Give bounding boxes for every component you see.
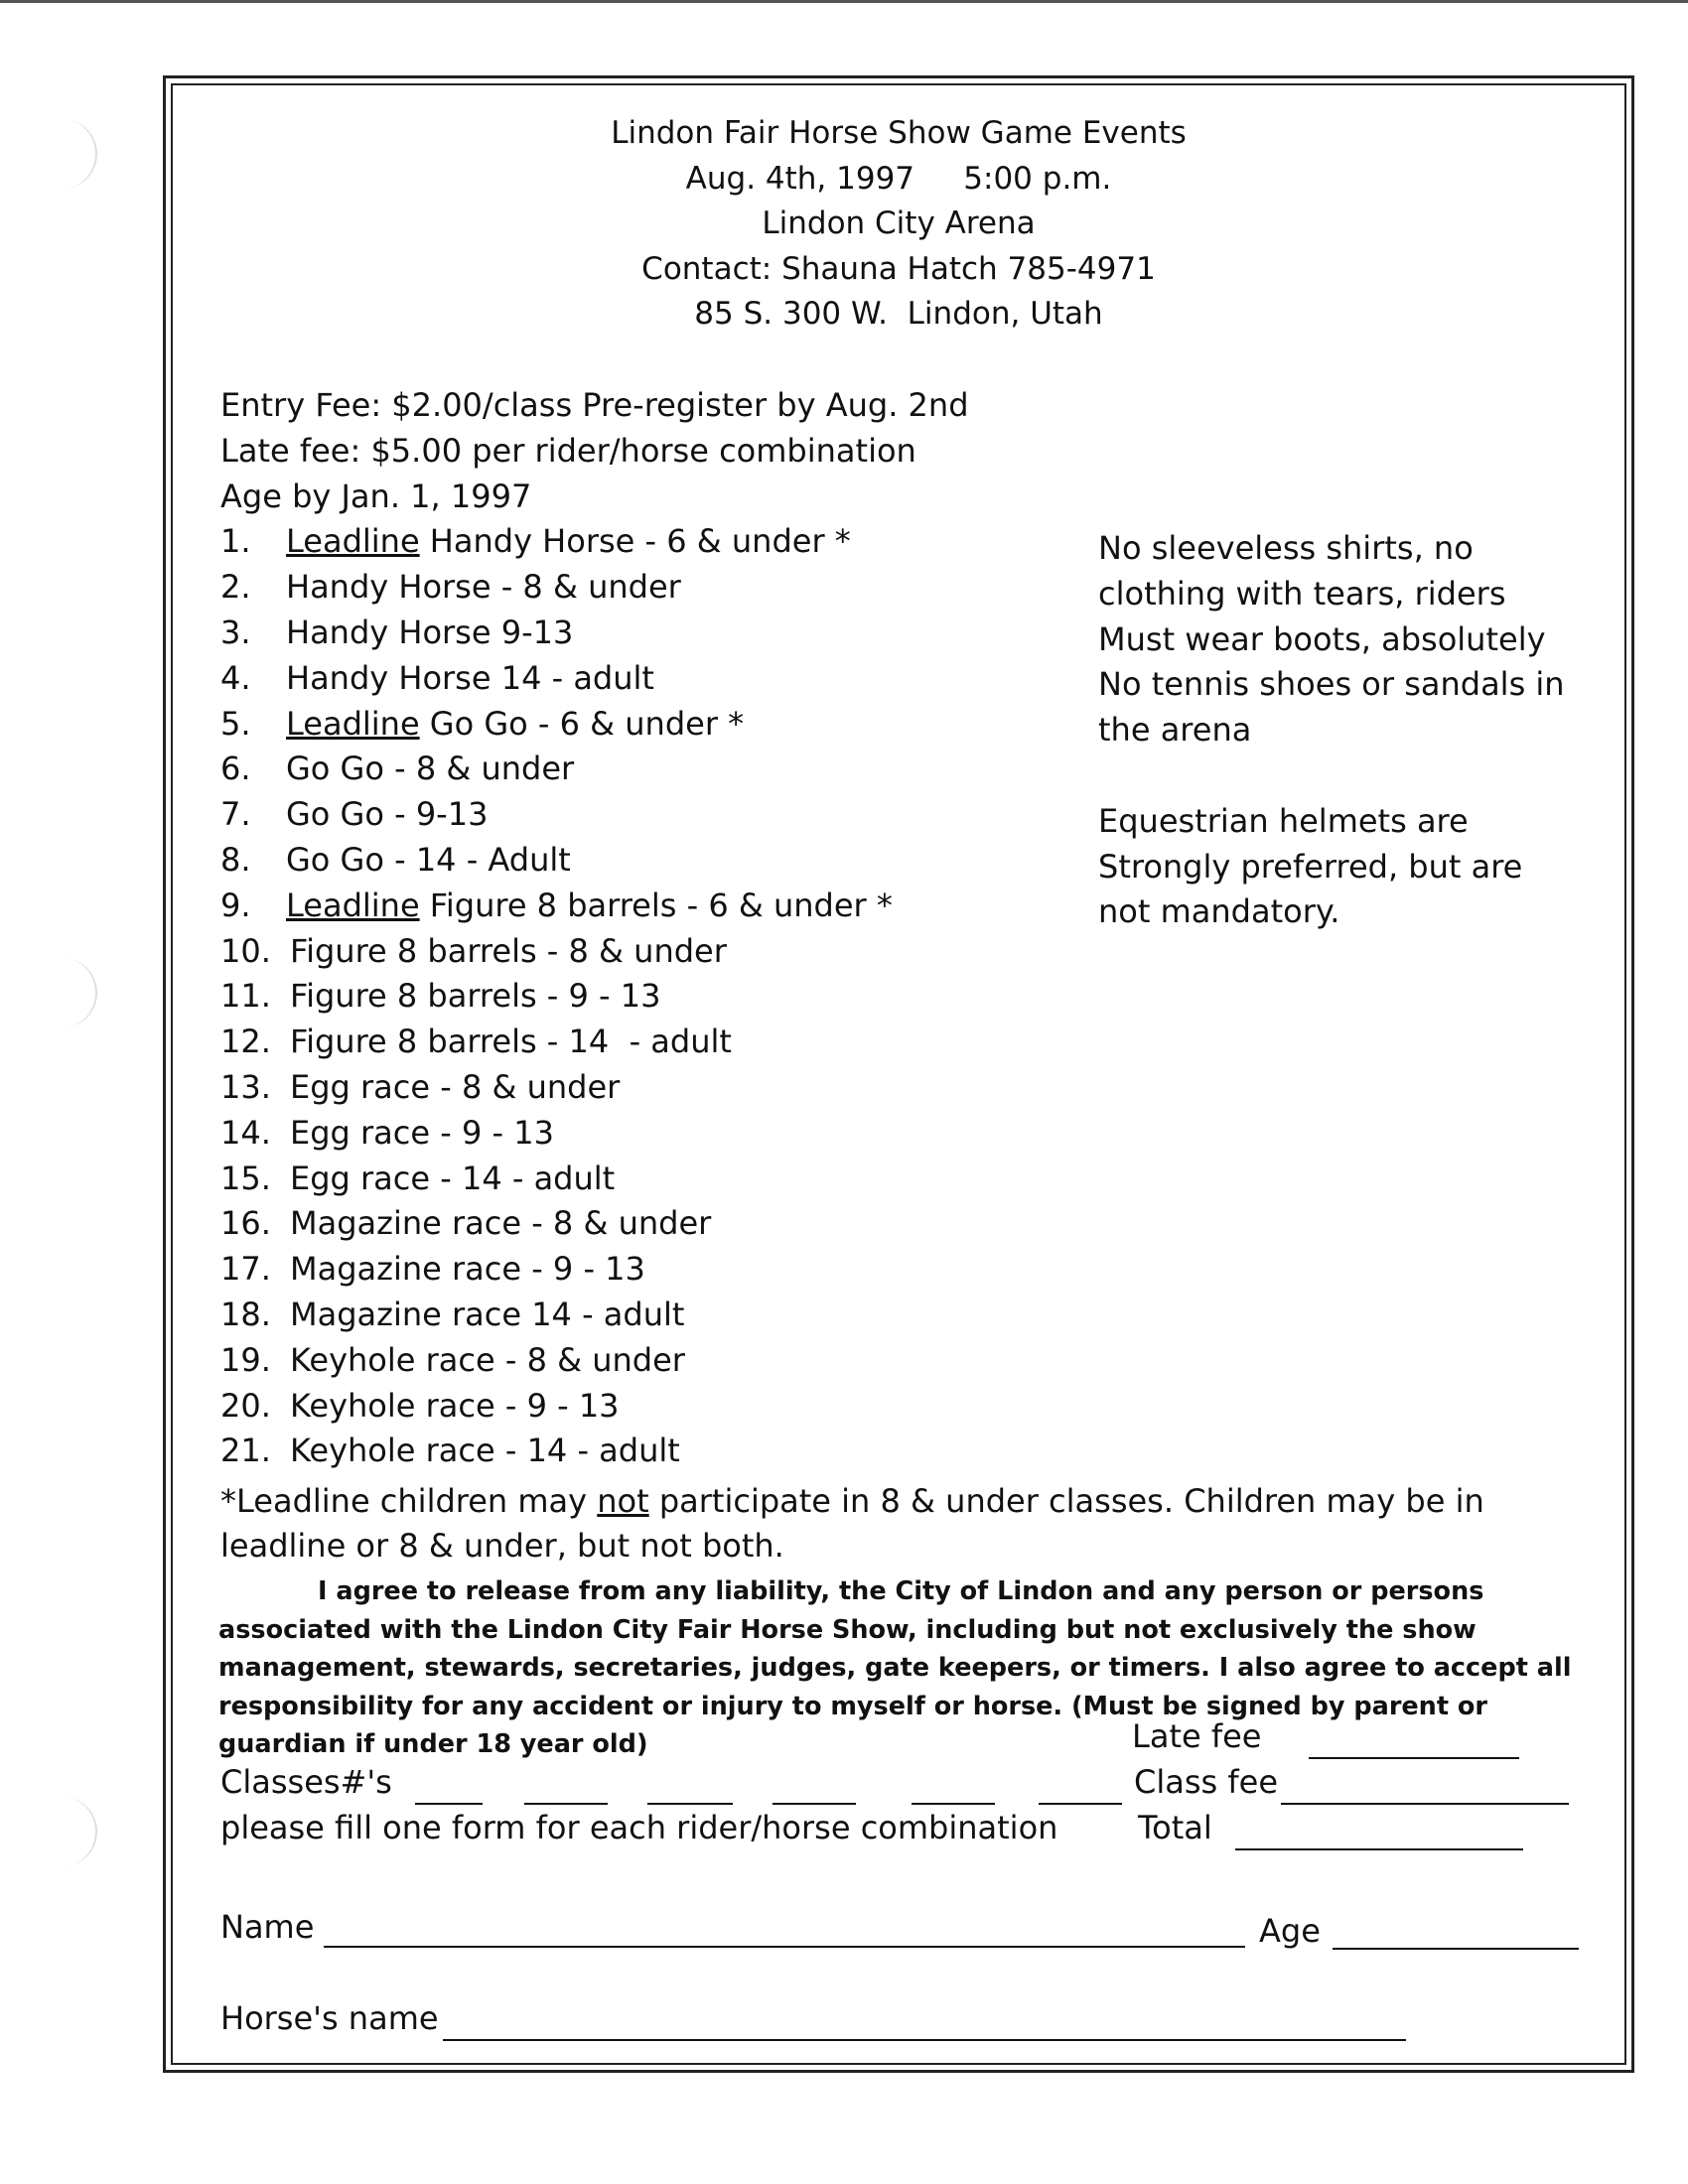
- class-number: 7.: [220, 795, 251, 834]
- leadline-label: Leadline: [286, 886, 420, 924]
- class-number-field[interactable]: [415, 1803, 483, 1805]
- class-number: 10.: [220, 931, 271, 970]
- class-item: [220, 1429, 969, 1474]
- age-rule: Age by Jan. 1, 1997: [220, 477, 532, 515]
- class-fee-label: Class fee: [1134, 1763, 1278, 1801]
- class-item: [220, 884, 969, 929]
- classes-label: Classes#'s: [220, 1763, 392, 1801]
- hole-punch-mark: [60, 119, 97, 189]
- rule-line: No sleeveless shirts, no: [1098, 529, 1474, 567]
- class-number-field[interactable]: [773, 1803, 856, 1805]
- class-name: Magazine race - 9 - 13: [290, 1250, 645, 1289]
- class-item: [220, 1247, 969, 1293]
- class-number: 12.: [220, 1023, 271, 1061]
- class-name: Go Go - 9-13: [286, 795, 489, 834]
- class-number: 17.: [220, 1250, 271, 1289]
- class-name: Handy Horse 14 - adult: [286, 658, 654, 697]
- class-item: [220, 1201, 969, 1247]
- hole-punch-mark: [60, 958, 97, 1027]
- class-name: Egg race - 8 & under: [290, 1067, 621, 1106]
- class-name: Egg race - 9 - 13: [290, 1113, 554, 1152]
- class-name: Go Go - 14 - Adult: [286, 840, 571, 879]
- class-item: [220, 519, 969, 565]
- class-item: [220, 747, 969, 792]
- class-number: 20.: [220, 1386, 271, 1425]
- class-name: Handy Horse - 6 & under *: [419, 522, 851, 561]
- class-number: 1.: [220, 522, 251, 561]
- name-field[interactable]: [324, 1946, 1245, 1948]
- class-number: 19.: [220, 1340, 271, 1379]
- class-item: [220, 656, 969, 702]
- age-field[interactable]: [1333, 1948, 1579, 1950]
- rule-line: the arena: [1098, 711, 1252, 750]
- class-item: [220, 1020, 969, 1065]
- class-name: Keyhole race - 8 & under: [290, 1340, 685, 1379]
- class-number: 6.: [220, 750, 251, 788]
- class-name: Handy Horse - 8 & under: [286, 568, 681, 607]
- class-number: 16.: [220, 1204, 271, 1243]
- class-name: Magazine race - 8 & under: [290, 1204, 712, 1243]
- class-number: 21.: [220, 1432, 271, 1470]
- age-label: Age: [1259, 1912, 1321, 1950]
- class-item: [220, 1293, 969, 1338]
- class-item: [220, 792, 969, 838]
- class-name: Go Go - 6 & under *: [419, 704, 745, 743]
- class-number: 2.: [220, 568, 251, 607]
- scan-top-edge: [0, 0, 1688, 3]
- late-fee-field[interactable]: [1309, 1757, 1519, 1759]
- class-number: 9.: [220, 886, 251, 924]
- rule-line: Strongly preferred, but are: [1098, 847, 1523, 886]
- entry-fee: Entry Fee: $2.00/class Pre-register by Aug. 2nd: [220, 386, 969, 424]
- class-name: Magazine race 14 - adult: [290, 1295, 685, 1333]
- rule-line: Must wear boots, absolutely: [1098, 619, 1546, 658]
- class-number: 15.: [220, 1159, 271, 1197]
- horse-name-field[interactable]: [443, 2039, 1406, 2041]
- rule-line: not mandatory.: [1098, 892, 1340, 931]
- class-number-field[interactable]: [647, 1803, 733, 1805]
- leadline-note: *Leadline children may not participate in 8 & under classes. Children may be in leadline or 8 & under, but not both.: [220, 1482, 1484, 1565]
- class-number: 8.: [220, 840, 251, 879]
- class-number-field[interactable]: [524, 1803, 608, 1805]
- class-number: 18.: [220, 1295, 271, 1333]
- class-name: Keyhole race - 14 - adult: [290, 1432, 680, 1470]
- class-name: Handy Horse 9-13: [286, 613, 574, 651]
- total-label: Total: [1138, 1809, 1212, 1846]
- leadline-label: Leadline: [286, 522, 420, 561]
- class-item: [220, 1384, 969, 1430]
- class-fee-field[interactable]: [1281, 1803, 1569, 1805]
- class-number: 14.: [220, 1113, 271, 1152]
- class-name: Figure 8 barrels - 6 & under *: [419, 886, 893, 924]
- horse-name-label: Horse's name: [220, 1999, 439, 2037]
- event-header: [171, 111, 1626, 338]
- class-number: 13.: [220, 1067, 271, 1106]
- rule-line: Equestrian helmets are: [1098, 801, 1469, 840]
- form-instruction: please fill one form for each rider/horse combination: [220, 1809, 1058, 1846]
- class-number: 4.: [220, 658, 251, 697]
- late-fee-info: Late fee: $5.00 per rider/horse combination: [220, 431, 916, 470]
- class-item: [220, 974, 969, 1020]
- event-venue: Lindon City Arena: [762, 205, 1036, 241]
- class-item: [220, 611, 969, 656]
- rules-box: [1098, 526, 1565, 935]
- leadline-label: Leadline: [286, 704, 420, 743]
- class-name: Figure 8 barrels - 14 - adult: [290, 1023, 732, 1061]
- class-number-field[interactable]: [1039, 1803, 1122, 1805]
- class-item: [220, 929, 969, 975]
- emphasis-not: not: [597, 1482, 649, 1520]
- class-number-field[interactable]: [912, 1803, 995, 1805]
- rule-line: No tennis shoes or sandals in: [1098, 665, 1565, 704]
- class-name: Figure 8 barrels - 8 & under: [290, 931, 727, 970]
- class-name: Egg race - 14 - adult: [290, 1159, 616, 1197]
- liability-release: I agree to release from any liability, the City of Lindon and any person or persons associated with the Lindon City Fair Horse Show, including but not exclusively the show management, stewards, secretaries, judges, gate keepers, or timers. I also agree to accept all responsibility for any accident or injury to myself or horse. (Must be signed by parent or guardian if under 18 year old): [218, 1576, 1572, 1759]
- event-date-time: Aug. 4th, 1997 5:00 p.m.: [685, 160, 1112, 197]
- hole-punch-mark: [60, 1797, 97, 1866]
- late-fee-label: Late fee: [1132, 1717, 1262, 1755]
- class-item: [220, 1111, 969, 1157]
- event-title: Lindon Fair Horse Show Game Events: [611, 115, 1187, 151]
- class-name: Go Go - 8 & under: [286, 750, 575, 788]
- name-label: Name: [220, 1908, 315, 1946]
- class-number: 5.: [220, 704, 251, 743]
- total-field[interactable]: [1235, 1848, 1523, 1850]
- class-number: 3.: [220, 613, 251, 651]
- class-item: [220, 1157, 969, 1202]
- class-item: [220, 838, 969, 884]
- class-list: [220, 383, 969, 1474]
- class-item: [220, 1065, 969, 1111]
- event-address: 85 S. 300 W. Lindon, Utah: [694, 296, 1103, 332]
- class-item: [220, 565, 969, 611]
- rule-line: clothing with tears, riders: [1098, 574, 1506, 613]
- class-item: [220, 1338, 969, 1384]
- event-contact: Contact: Shauna Hatch 785-4971: [641, 250, 1156, 287]
- class-item: [220, 702, 969, 748]
- class-name: Keyhole race - 9 - 13: [290, 1386, 620, 1425]
- class-name: Figure 8 barrels - 9 - 13: [290, 977, 661, 1016]
- class-number: 11.: [220, 977, 271, 1016]
